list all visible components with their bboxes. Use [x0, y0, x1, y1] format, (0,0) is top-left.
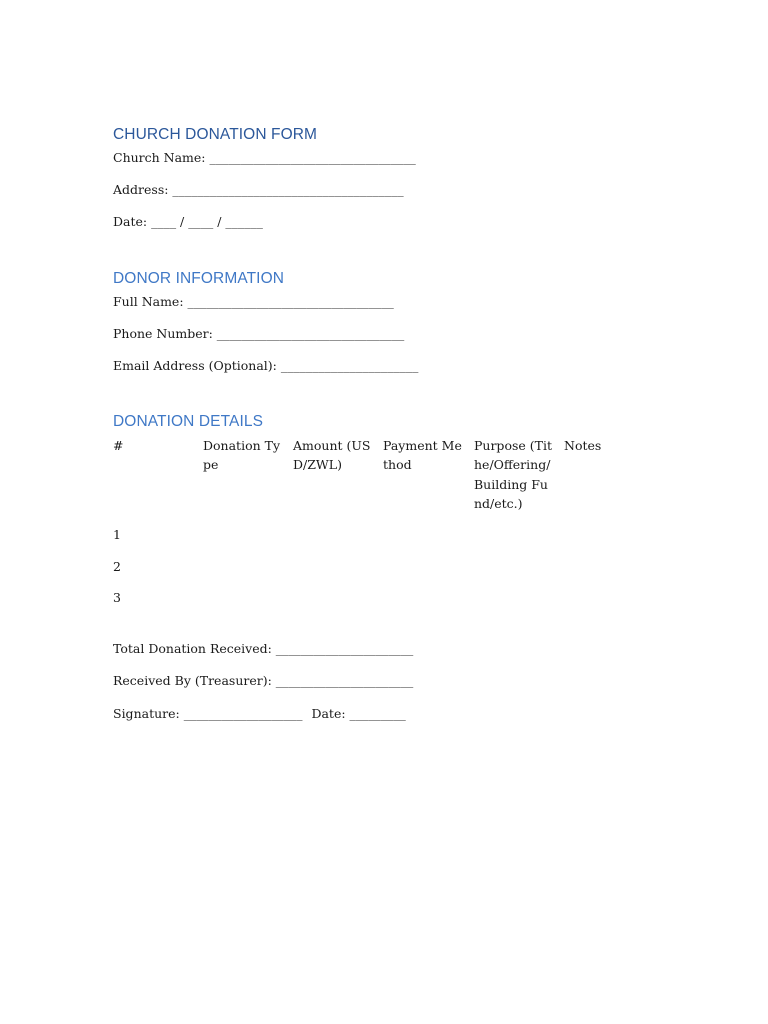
column-header-payment-method: Payment Method [383, 438, 462, 473]
donation-details-heading: DONATION DETAILS [113, 413, 264, 430]
church-name-field: Church Name: _________________________________ [113, 150, 416, 165]
column-header-number: # [113, 438, 124, 453]
signature-field: Signature: ___________________ [113, 706, 303, 721]
phone-number-field: Phone Number: ______________________________ [113, 326, 405, 341]
column-header-purpose: Purpose (Tithe/Offering/Building Fund/etc.) [474, 438, 552, 511]
date-field: Date: ____ / ____ / ______ [113, 214, 263, 229]
email-address-field: Email Address (Optional): ______________________ [113, 358, 419, 373]
received-by-field: Received By (Treasurer): ______________________ [113, 673, 414, 688]
signature-line [113, 706, 406, 722]
total-donation-field: Total Donation Received: ______________________ [113, 641, 414, 656]
column-header-donation-type: Donation Type [203, 438, 281, 473]
column-header-amount: Amount (USD/ZWL) [293, 438, 371, 473]
form-title: CHURCH DONATION FORM [113, 126, 318, 143]
table-row-number: 1 [113, 527, 121, 542]
column-header-notes: Notes [564, 438, 602, 453]
table-row-number: 3 [113, 590, 121, 605]
full-name-field: Full Name: _________________________________ [113, 294, 394, 309]
address-field: Address: _____________________________________ [113, 182, 404, 197]
donor-information-heading: DONOR INFORMATION [113, 270, 285, 287]
table-row-number: 2 [113, 559, 121, 574]
signature-date-field: Date: _________ [311, 706, 406, 721]
